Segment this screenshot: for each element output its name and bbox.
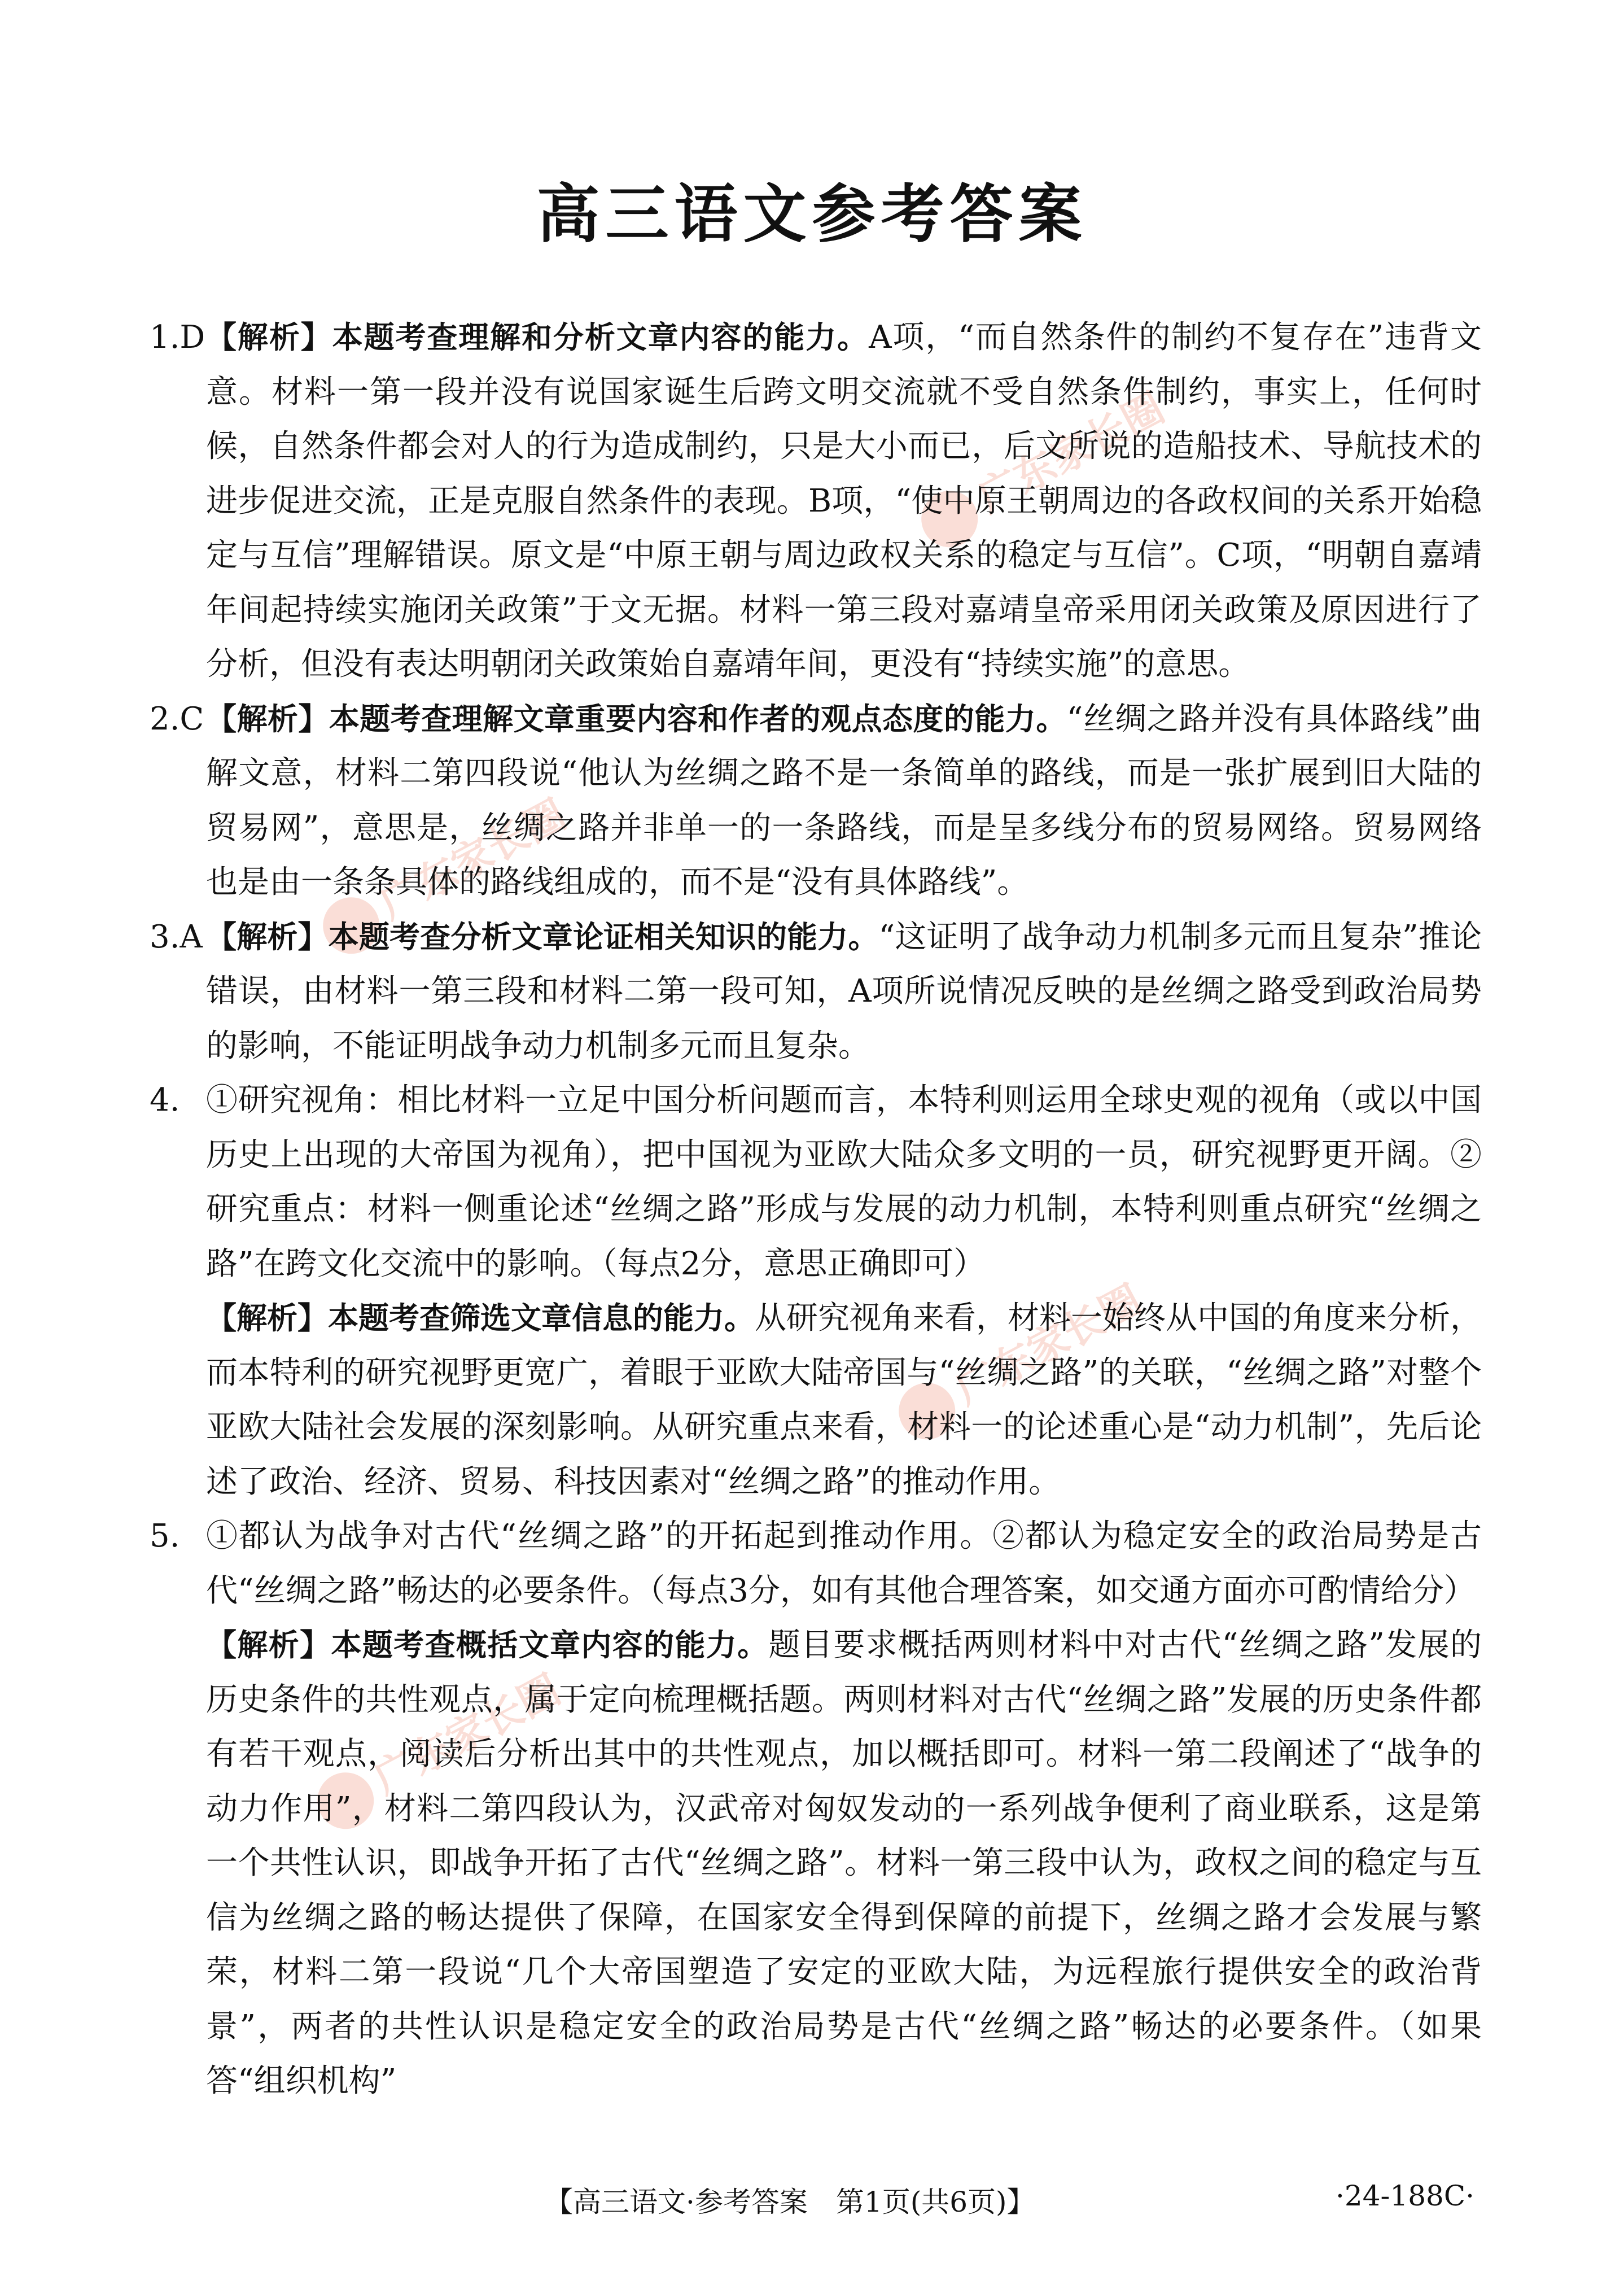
- analysis-lead: 本题考查理解和分析文章内容的能力。: [332, 320, 869, 355]
- analysis-lead: 本题考查理解文章重要内容和作者的观点态度的能力。: [329, 701, 1067, 737]
- analysis-paragraph: [206, 910, 1482, 1074]
- svg-text:广东家长圈: 广东家长圈: [371, 790, 574, 928]
- answer-item-1: [150, 311, 1482, 692]
- analysis-paragraph: [206, 311, 1482, 692]
- analysis-text: 从研究视角来看，材料一始终从中国的角度来分析，而本特利的研究视野更宽广，着眼于亚欧大陆帝国与“丝绸之路”的关联，“丝绸之路”对整个亚欧大陆社会发展的深刻影响。从研究重点来看，材料一的论述重心是“动力机制”，先后论述了政治、经济、贸易、科技因素对“丝绸之路”的推动作用。: [206, 1300, 1482, 1500]
- analysis-paragraph: [206, 1618, 1482, 2109]
- analysis-label: 【解析】: [206, 320, 332, 355]
- analysis-paragraph: [206, 692, 1482, 910]
- question-number: 3.A: [150, 918, 203, 955]
- question-number: 1.D: [150, 319, 205, 356]
- answer-text: ①都认为战争对古代“丝绸之路”的开拓起到推动作用。②都认为稳定安全的政治局势是古代“丝绸之路”畅达的必要条件。（每点3分，如有其他合理答案，如交通方面亦可酌情给分）: [206, 1518, 1482, 1609]
- analysis-label: 【解析】: [206, 1627, 331, 1663]
- svg-text:广东家长圈: 广东家长圈: [366, 1665, 568, 1803]
- answer-item-2: [150, 692, 1482, 910]
- footer-code: ·24-188C·: [1336, 2179, 1474, 2212]
- question-number: 4.: [150, 1082, 180, 1119]
- analysis-label: 【解析】: [206, 1300, 328, 1336]
- svg-text:广东家长圈: 广东家长圈: [970, 383, 1172, 522]
- answer-list: [150, 311, 1482, 2109]
- answer-item-3: [150, 910, 1482, 1074]
- analysis-text: A项，“而自然条件的制约不复存在”违背文意。材料一第一段并没有说国家诞生后跨文明交流就不受自然条件制约，事实上，任何时候，自然条件都会对人的行为造成制约，只是大小而已，后文所说的造船技术、导航技术的进步促进交流，正是克服自然条件的表现。B项，“使中原王朝周边的各政权间的关系开始稳定与互信”理解错误。原文是“中原王朝与周边政权关系的稳定与互信”。C项，“明朝自嘉靖年间起持续实施闭关政策”于文无据。材料一第三段对嘉靖皇帝采用闭关政策及原因进行了分析，但没有表达明朝闭关政策始自嘉靖年间，更没有“持续实施”的意思。: [206, 319, 1482, 683]
- svg-text:广东家长圈: 广东家长圈: [947, 1275, 1149, 1414]
- answer-item-5: [150, 1509, 1482, 2109]
- analysis-label: 【解析】: [206, 701, 329, 737]
- analysis-lead: 本题考查筛选文章信息的能力。: [328, 1300, 755, 1336]
- answer-item-4: [150, 1073, 1482, 1509]
- page-title: 高三语文参考答案: [536, 178, 1088, 251]
- analysis-lead: 本题考查概括文章内容的能力。: [331, 1627, 769, 1663]
- analysis-paragraph: [206, 1291, 1482, 1509]
- analysis-lead: 本题考查分析文章论证相关知识的能力。: [328, 919, 879, 955]
- analysis-label: 【解析】: [206, 919, 329, 955]
- question-number: 5.: [150, 1518, 180, 1554]
- analysis-text: 题目要求概括两则材料中对古代“丝绸之路”发展的历史条件的共性观点，属于定向梳理概括题。两则材料对古代“丝绸之路”发展的历史条件都有若干观点，阅读后分析出其中的共性观点，加以概括即可。材料一第二段阐述了“战争的动力作用”，材料二第四段认为，汉武帝对匈奴发动的一系列战争便利了商业联系，这是第一个共性认识，即战争开拓了古代“丝绸之路”。材料一第三段中认为，政权之间的稳定与互信为丝绸之路的畅达提供了保障，在国家安全得到保障的前提下，丝绸之路才会发展与繁荣，材料二第一段说“几个大帝国塑造了安定的亚欧大陆，为远程旅行提供安全的政治背景”，两者的共性认识是稳定安全的政治局势是古代“丝绸之路”畅达的必要条件。（如果答“组织机构”: [206, 1627, 1482, 2099]
- answer-text: ①研究视角：相比材料一立足中国分析问题而言，本特利则运用全球史观的视角（或以中国历史上出现的大帝国为视角），把中国视为亚欧大陆众多文明的一员，研究视野更开阔。②研究重点：材料一侧重论述“丝绸之路”形成与发展的动力机制，本特利则重点研究“丝绸之路”在跨文化交流中的影响。（每点2分，意思正确即可）: [206, 1082, 1482, 1282]
- analysis-text: “这证明了战争动力机制多元而且复杂”推论错误，由材料一第三段和材料二第一段可知，A项所说情况反映的是丝绸之路受到政治局势的影响，不能证明战争动力机制多元而且复杂。: [206, 918, 1482, 1064]
- analysis-text: “丝绸之路并没有具体路线”曲解文意，材料二第四段说“他认为丝绸之路不是一条简单的路线，而是一张扩展到旧大陆的贸易网”，意思是，丝绸之路并非单一的一条路线，而是呈多线分布的贸易网络。贸易网络也是由一条条具体的路线组成的，而不是“没有具体路线”。: [206, 700, 1482, 901]
- question-number: 2.C: [150, 700, 204, 737]
- page-footer: [0, 2179, 1624, 2225]
- footer-page-info: 【高三语文·参考答案 第1页(共6页)】: [545, 2186, 1035, 2218]
